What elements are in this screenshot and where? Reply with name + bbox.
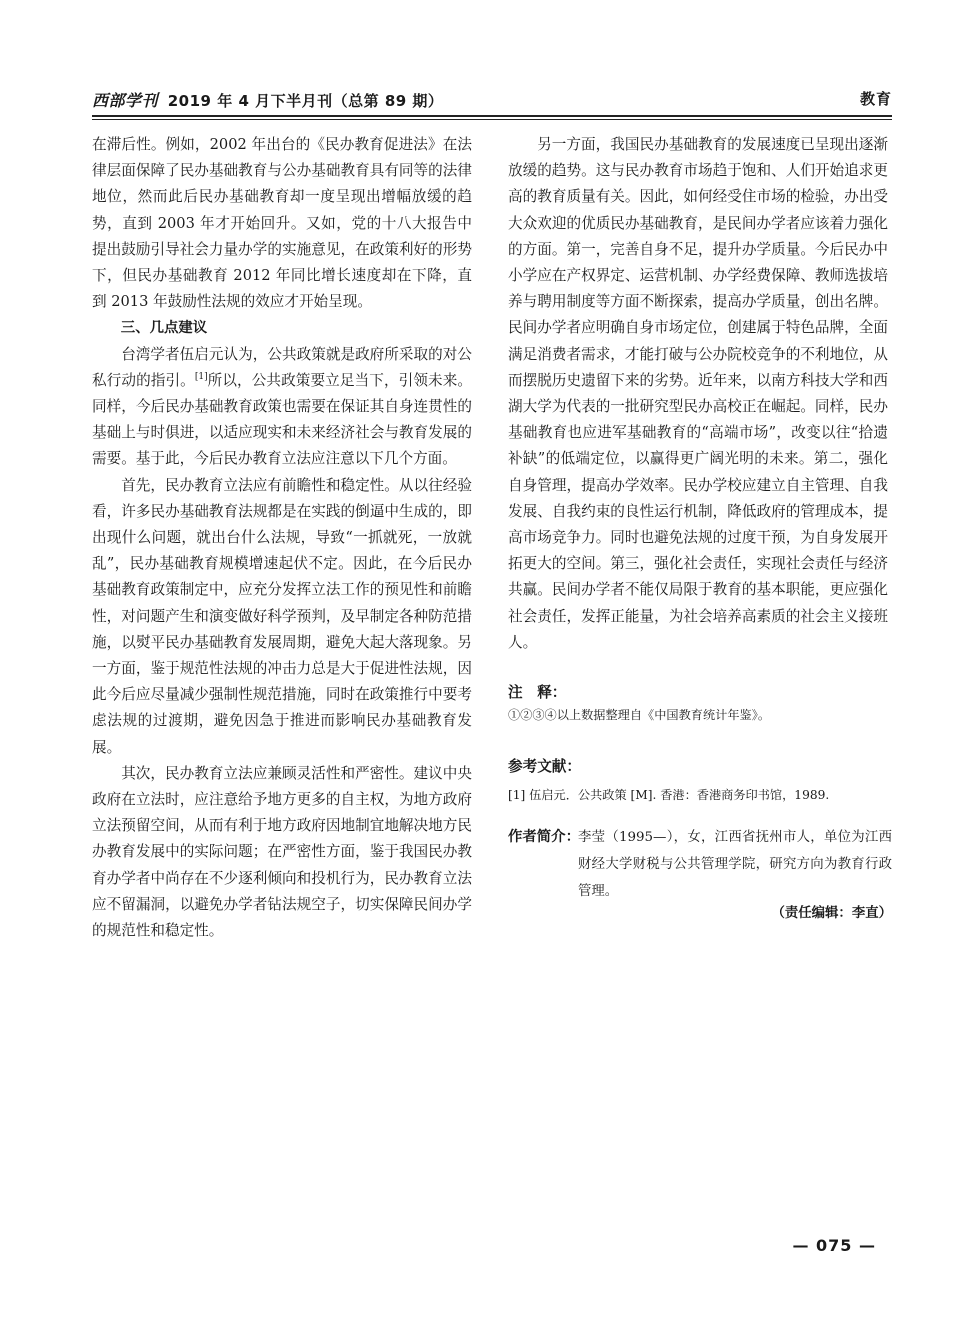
responsible-editor: （责任编辑：李直） (771, 906, 892, 921)
header-journal-info (92, 88, 443, 111)
body-paragraph: 另一方面，我国民办基础教育的发展速度已呈现出逐渐放缓的趋势。这与民办教育市场趋于饱和、人们开始追求更高的教育质量有关。因此，如何经受住市场的检验，办出受大众欢迎的优质民办基础教育，是民间办学者应该着力强化的方面。第一，完善自身不足，提升办学质量。今后民办中小学应在产权界定、运营机制、办学经费保障、教师选拔培养与聘用制度等方面不断探索，提高办学质量，创出名牌。民间办学者应明确自身市场定位，创建属于特色品牌，全面满足消费者需求，才能打破与公办院校竞争的不利地位，从而摆脱历史遗留下来的劣势。近年来，以南方科技大学和西湖大学为代表的一批研究型民办高校正在崛起。同样，民办基础教育也应进军基础教育的“高端市场”，改变以往“拾遗补缺”的低端定位，以赢得更广阔光明的未来。第二，强化自身管理，提高办学效率。民办学校应建立自主管理、自我发展、自我约束的良性运行机制，降低政府的管理成本，提高市场竞争力。同时也避免法规的过度干预，为自身发展开拓更大的空间。第三，强化社会责任，实现社会责任与经济共赢。民间办学者不能仅局限于教育的基本职能，更应强化社会责任，发挥正能量，为社会培养高素质的社会主义接班人。 (508, 136, 888, 651)
header-divider-thin (92, 119, 892, 120)
header-divider (92, 115, 892, 117)
right-column (508, 132, 888, 656)
notes-section (508, 682, 892, 726)
issue-info: 2019 年 4 月下半月刊（总第 89 期） (167, 92, 444, 110)
page-number: — 075 — (792, 1236, 876, 1255)
author-bio: 李莹（1995—），女，江西省抚州市人，单位为江西财经大学财税与公共管理学院，研究方向为教育行政管理。 (578, 830, 892, 899)
body-paragraph: 首先，民办教育立法应有前瞻性和稳定性。从以往经验看，许多民办基础教育法规都是在实践的倒逼中生成的，即出现什么问题，就出台什么法规，导致“一抓就死，一放就乱”，民办基础教育规模增速起伏不定。因此，在今后民办基础教育政策制定中，应充分发挥立法工作的预见性和前瞻性，对问题产生和演变做好科学预判，及早制定各种防范措施，以熨平民办基础教育发展周期，避免大起大落现象。另一方面，鉴于规范性法规的冲击力总是大于促进性法规，因此今后应尽量减少强制性规范措施，同时在政策推行中要考虑法规的过渡期，避免因急于推进而影响民办基础教育发展。 (92, 476, 472, 756)
paragraph-text: 台湾学者伍启元认为，公共政策就是政府所采取的对公私行动的指引。 (92, 345, 472, 389)
paragraph-text: 所以，公共政策要立足当下，引领未来。同样，今后民办基础教育政策也需要在保证其自身连贯性的基础上与时俱进，以适应现实和未来经济社会与教育发展的需要。基于此，今后民办教育立法应注意以下几个方面。 (92, 371, 472, 468)
references-section (508, 756, 892, 806)
body-paragraph: 在滞后性。例如，2002 年出台的《民办教育促进法》在法律层面保障了民办基础教育与公办基础教育具有同等的法律地位，然而此后民办基础教育却一度呈现出增幅放缓的趋势，直到 2003 年才开始回升。又如，党的十八大报告中提出鼓励引导社会力量办学的实施意见，在政策利好的形势下，但民办基础教育 2012 年同比增长速度却在下降，直到 2013 年鼓励性法规的效应才开始呈现。 (92, 136, 472, 311)
page-header (92, 84, 892, 112)
author-bio-section (508, 824, 892, 905)
body-paragraph (92, 342, 472, 473)
citation-mark: [1] (194, 371, 208, 382)
left-column (92, 132, 472, 944)
notes-text: ①②③④以上数据整理自《中国教育统计年鉴》。 (508, 708, 771, 722)
author-label: 作者简介： (508, 829, 580, 845)
reference-item: [1] 伍启元．公共政策 [M]. 香港：香港商务印书馆，1989. (508, 788, 830, 802)
section-heading: 三、几点建议 (120, 320, 208, 337)
notes-title: 注 释： (508, 684, 567, 701)
journal-logo: 西部学刊 (92, 91, 159, 110)
body-paragraph: 其次，民办教育立法应兼顾灵活性和严密性。建议中央政府在立法时，应注意给予地方更多的自主权，为地方政府立法预留空间，从而有利于地方政府因地制宜地解决地方民办教育发展中的实际问题；在严密性方面，鉴于我国民办教育办学者中尚存在不少逐利倾向和投机行为，民办教育立法应不留漏洞，以避免办学者钻法规空子，切实保障民间办学的规范性和稳定性。 (92, 764, 472, 940)
section-label: 教育 (859, 90, 892, 108)
references-title: 参考文献： (508, 758, 581, 775)
